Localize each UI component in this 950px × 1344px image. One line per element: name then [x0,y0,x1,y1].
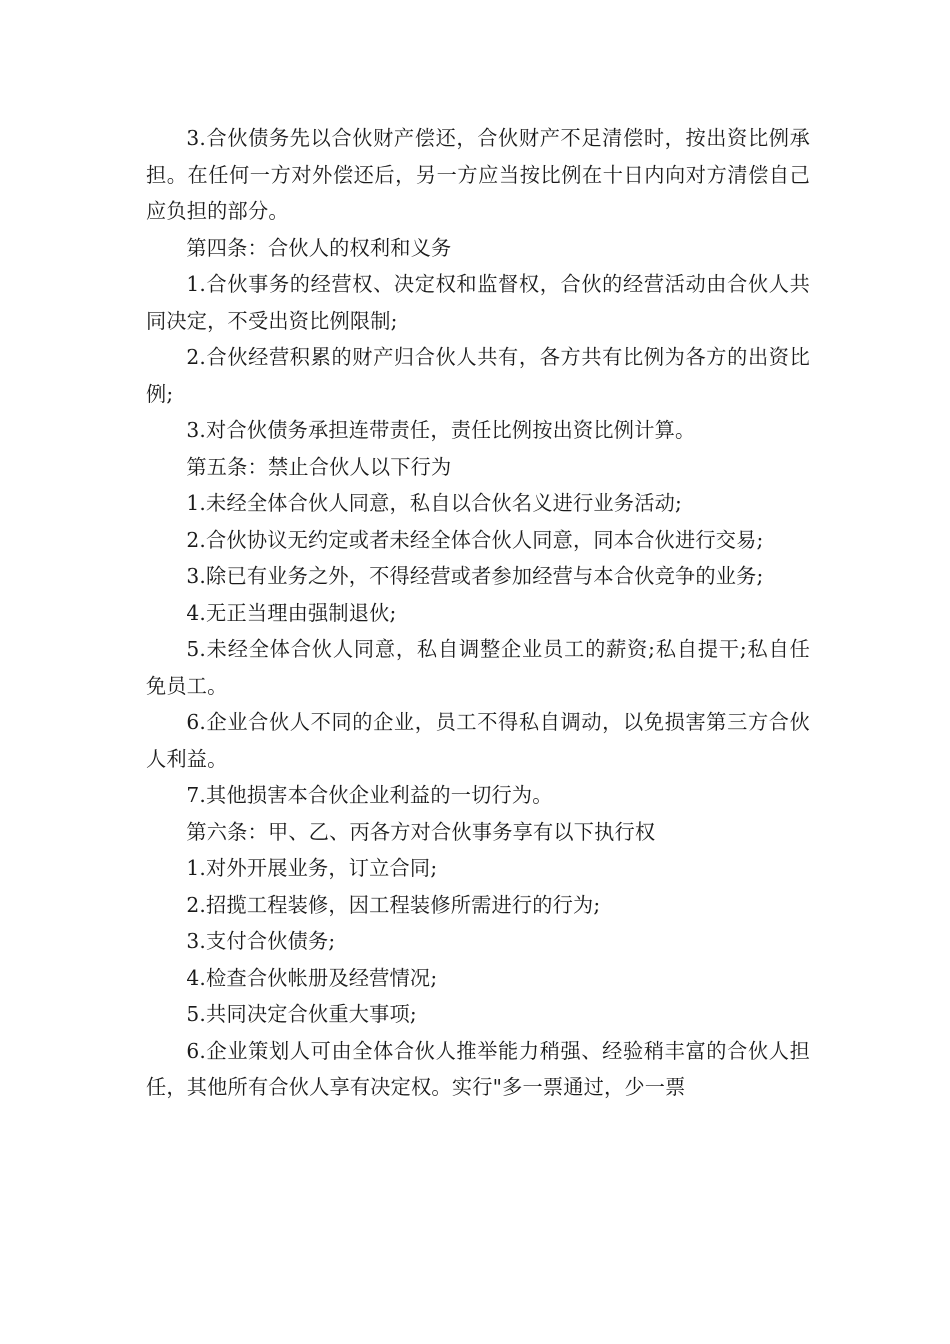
paragraph-prohibit-competition: 3.除已有业务之外，不得经营或者参加经营与本合伙竞争的业务; [186,564,764,588]
paragraph-inspect-books: 4.检查合伙帐册及经营情况; [186,965,438,990]
article-five-heading: 第五条：禁止合伙人以下行为 [186,454,452,479]
paragraph-debt-repayment: 3.合伙债务先以合伙财产偿还，合伙财产不足清偿时，按出资比例承担。在任何一方对外偿还后，另一方应当按比例在十日内向对方清偿自己应负担的部分。 [146,126,810,223]
paragraph-sign-contracts: 1.对外开展业务，订立合同; [186,856,438,880]
paragraph-planner-appointment: 6.企业策划人可由全体合伙人推举能力稍强、经验稍丰富的合伙人担任，其他所有合伙人享有决定权。实行"多一票通过，少一票 [146,1038,810,1099]
paragraph-management-rights: 1.合伙事务的经营权、决定权和监督权，合伙的经营活动由合伙人共同决定，不受出资比例限制; [146,272,810,333]
paragraph-decide-major-matters: 5.共同决定合伙重大事项; [186,1002,417,1026]
paragraph-pay-debts: 3.支付合伙债务; [186,929,336,953]
article-six-heading: 第六条：甲、乙、丙各方对合伙事务享有以下执行权 [186,819,656,844]
paragraph-shared-property: 2.合伙经营积累的财产归合伙人共有，各方共有比例为各方的出资比例; [146,345,810,406]
article-four-heading: 第四条：合伙人的权利和义务 [186,235,452,260]
paragraph-solicit-projects: 2.招揽工程装修，因工程装修所需进行的行为; [186,892,601,917]
paragraph-joint-liability: 3.对合伙债务承担连带责任，责任比例按出资比例计算。 [186,418,696,442]
paragraph-prohibit-forced-withdrawal: 4.无正当理由强制退伙; [186,600,397,625]
paragraph-prohibit-staff-transfer: 6.企业合伙人不同的企业，员工不得私自调动，以免损害第三方合伙人利益。 [146,710,810,771]
paragraph-prohibit-self-dealing: 2.合伙协议无约定或者未经全体合伙人同意，同本合伙进行交易; [186,527,764,552]
document-page [146,120,810,1106]
paragraph-prohibit-other-harm: 7.其他损害本合伙企业利益的一切行为。 [186,783,553,807]
paragraph-prohibit-salary-adjustment: 5.未经全体合伙人同意，私自调整企业员工的薪资;私自提干;私自任免员工。 [146,637,810,698]
paragraph-prohibit-unauthorized-business: 1.未经全体合伙人同意，私自以合伙名义进行业务活动; [186,491,682,515]
